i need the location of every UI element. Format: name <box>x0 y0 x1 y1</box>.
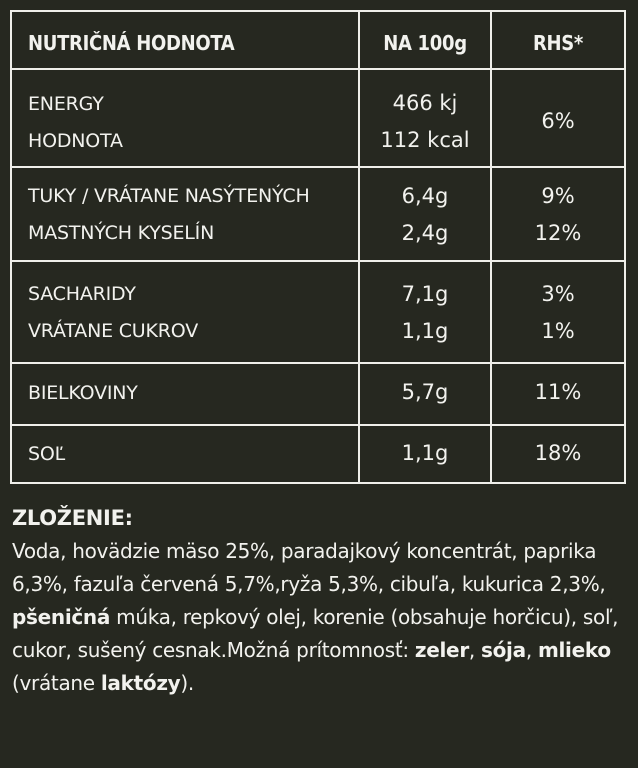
header-per-100g: NA 100g <box>383 31 467 55</box>
table-row-carbs <box>12 262 624 364</box>
row-label: BIELKOVINY <box>28 382 138 404</box>
row-label: TUKY / VRÁTANE NASÝTENÝCH <box>28 185 310 207</box>
row-rhs: 1% <box>541 319 575 343</box>
table-row-protein <box>12 364 624 426</box>
row-rhs: 6% <box>541 109 575 133</box>
row-label: ENERGY <box>28 93 104 115</box>
row-rhs: 12% <box>534 221 582 245</box>
allergen-wheat: pšeničná <box>12 605 111 629</box>
row-value: 5,7g <box>401 380 449 404</box>
row-rhs: 9% <box>541 184 575 208</box>
row-label: VRÁTANE CUKROV <box>28 320 198 342</box>
allergen-soy: sója <box>481 638 526 662</box>
row-value: 7,1g <box>401 282 449 306</box>
row-label: HODNOTA <box>28 130 123 152</box>
row-value: 466 kj <box>392 91 458 115</box>
header-rhs: RHS* <box>532 31 584 55</box>
row-label: MASTNÝCH KYSELÍN <box>28 222 215 244</box>
table-row-energy <box>12 70 624 168</box>
table-row-salt <box>12 426 624 482</box>
ingredients-section <box>12 502 628 700</box>
ingredients-title: ZLOŽENIE: <box>12 506 133 530</box>
row-value: 6,4g <box>401 184 449 208</box>
nutrition-table <box>10 10 626 484</box>
row-label: SACHARIDY <box>28 283 136 305</box>
allergen-lactose: laktózy <box>100 671 181 695</box>
table-row-fats <box>12 168 624 262</box>
row-rhs: 3% <box>541 282 575 306</box>
row-value: 2,4g <box>401 221 449 245</box>
ingredients-text: Voda, hovädzie mäso 25%, paradajkový koncentrát, paprika 6,3%, fazuľa červená 5,7%,ryža 5,3%, cibuľa, kukurica 2,3%, pšeničná múka, repkový olej, korenie (obsahuje horčicu), soľ, cukor, sušený cesnak.Možná prítomnosť: zeler, sója, mlieko (vrátane laktózy). <box>12 539 619 695</box>
row-rhs: 18% <box>534 441 582 465</box>
row-value: 1,1g <box>401 441 449 465</box>
row-value: 112 kcal <box>380 128 470 152</box>
allergen-celery: zeler <box>414 638 469 662</box>
header-nutrition: NUTRIČNÁ HODNOTA <box>28 31 235 55</box>
row-label: SOĽ <box>28 443 66 465</box>
allergen-milk: mlieko <box>537 638 611 662</box>
row-value: 1,1g <box>401 319 449 343</box>
row-rhs: 11% <box>534 380 582 404</box>
table-header-row <box>12 12 624 70</box>
